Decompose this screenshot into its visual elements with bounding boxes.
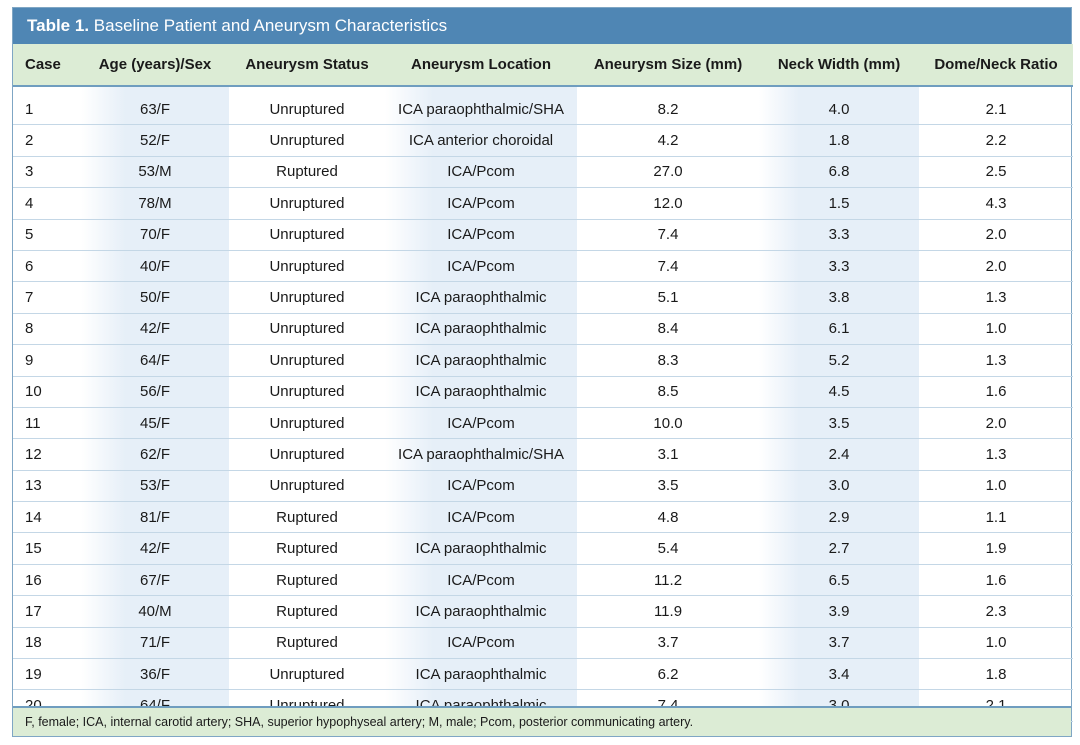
table-cell: 4.3 — [919, 188, 1073, 219]
table-cell: Ruptured — [229, 533, 385, 564]
table-cell: ICA/Pcom — [385, 220, 577, 251]
table-cell: 45/F — [81, 408, 229, 439]
table-cell: 4.5 — [759, 377, 919, 408]
table-cell: 70/F — [81, 220, 229, 251]
table-cell: ICA/Pcom — [385, 502, 577, 533]
table-caption: Baseline Patient and Aneurysm Characteristics — [93, 16, 448, 35]
table-cell: 5.2 — [759, 345, 919, 376]
table-cell: ICA paraophthalmic — [385, 533, 577, 564]
table-cell: 1.5 — [759, 188, 919, 219]
table-cell: 40/F — [81, 251, 229, 282]
table-cell: Ruptured — [229, 565, 385, 596]
table-row — [13, 220, 1073, 251]
table-cell: 14 — [13, 502, 81, 533]
table-cell: 64/F — [81, 345, 229, 376]
column-header: Aneurysm Status — [229, 44, 385, 87]
table-cell: 40/M — [81, 596, 229, 627]
table-cell: 10.0 — [577, 408, 759, 439]
table-cell: 56/F — [81, 377, 229, 408]
column-header: Aneurysm Size (mm) — [577, 44, 759, 87]
table-cell: 7.4 — [577, 220, 759, 251]
spacer-row — [13, 87, 1073, 94]
table-cell: 53/M — [81, 157, 229, 188]
table-cell: 3.3 — [759, 251, 919, 282]
table-cell: 3.9 — [759, 596, 919, 627]
table-row — [13, 533, 1073, 564]
table-body — [13, 87, 1073, 722]
table-cell: 36/F — [81, 659, 229, 690]
table-cell: 78/M — [81, 188, 229, 219]
table-cell: 3.7 — [577, 628, 759, 659]
table-cell: 2.1 — [919, 94, 1073, 125]
table-cell: Ruptured — [229, 596, 385, 627]
table-cell: 10 — [13, 377, 81, 408]
table-cell: 81/F — [81, 502, 229, 533]
table-cell: ICA paraophthalmic/SHA — [385, 439, 577, 470]
table-cell: 3.5 — [577, 471, 759, 502]
table-cell: 3.3 — [759, 220, 919, 251]
table-cell: 1.3 — [919, 282, 1073, 313]
table-cell: 2.3 — [919, 596, 1073, 627]
table-cell: 6.2 — [577, 659, 759, 690]
table-cell: 8.5 — [577, 377, 759, 408]
table-cell: 3.0 — [759, 471, 919, 502]
table-cell: Unruptured — [229, 188, 385, 219]
table-cell: 1.8 — [919, 659, 1073, 690]
table-row — [13, 157, 1073, 188]
table-cell: ICA paraophthalmic — [385, 314, 577, 345]
table-cell: 4.8 — [577, 502, 759, 533]
table-row — [13, 628, 1073, 659]
table-cell: ICA paraophthalmic — [385, 596, 577, 627]
table-cell: ICA paraophthalmic — [385, 345, 577, 376]
table-cell: 1.0 — [919, 628, 1073, 659]
table-cell: Unruptured — [229, 282, 385, 313]
table-cell: 8.3 — [577, 345, 759, 376]
table-cell: ICA/Pcom — [385, 251, 577, 282]
table-row — [13, 94, 1073, 125]
table-cell: 6.5 — [759, 565, 919, 596]
table-cell: 8.4 — [577, 314, 759, 345]
table-frame — [12, 7, 1072, 737]
table-row — [13, 282, 1073, 313]
table-cell: ICA/Pcom — [385, 157, 577, 188]
table-cell: 27.0 — [577, 157, 759, 188]
table-cell: 4.0 — [759, 94, 919, 125]
table-cell: ICA paraophthalmic/SHA — [385, 94, 577, 125]
table-cell: Unruptured — [229, 220, 385, 251]
table-cell: 6 — [13, 251, 81, 282]
table-row — [13, 345, 1073, 376]
table-cell: ICA/Pcom — [385, 408, 577, 439]
table-cell: 3.1 — [577, 439, 759, 470]
table-cell: Unruptured — [229, 471, 385, 502]
table-cell: 5 — [13, 220, 81, 251]
table-cell: 2.0 — [919, 408, 1073, 439]
table-cell: 1.8 — [759, 125, 919, 156]
table-cell: 53/F — [81, 471, 229, 502]
table-cell: 12 — [13, 439, 81, 470]
table-cell: Unruptured — [229, 94, 385, 125]
table-cell: 13 — [13, 471, 81, 502]
table-title — [13, 8, 1071, 44]
table-number: Table 1. — [27, 16, 90, 35]
table-cell: Unruptured — [229, 125, 385, 156]
table-cell: 1.6 — [919, 565, 1073, 596]
column-header: Dome/Neck Ratio — [919, 44, 1073, 87]
table-cell: 2.2 — [919, 125, 1073, 156]
table-cell: Unruptured — [229, 439, 385, 470]
table-cell: 67/F — [81, 565, 229, 596]
table-cell: ICA paraophthalmic — [385, 282, 577, 313]
table-cell: Unruptured — [229, 314, 385, 345]
table-cell: 3.7 — [759, 628, 919, 659]
table-cell: ICA paraophthalmic — [385, 377, 577, 408]
table-row — [13, 502, 1073, 533]
table-cell: Unruptured — [229, 377, 385, 408]
table-row — [13, 565, 1073, 596]
column-header: Neck Width (mm) — [759, 44, 919, 87]
table-cell: 8 — [13, 314, 81, 345]
table-cell: ICA/Pcom — [385, 188, 577, 219]
table-cell: Ruptured — [229, 157, 385, 188]
column-header: Age (years)/Sex — [81, 44, 229, 87]
table-cell: 11.9 — [577, 596, 759, 627]
table-cell: 3 — [13, 157, 81, 188]
table-cell: Ruptured — [229, 502, 385, 533]
table-cell: 2.4 — [759, 439, 919, 470]
table-row — [13, 251, 1073, 282]
table-row — [13, 439, 1073, 470]
table-cell: ICA anterior choroidal — [385, 125, 577, 156]
table-row — [13, 125, 1073, 156]
table-cell: Ruptured — [229, 628, 385, 659]
table-cell: 17 — [13, 596, 81, 627]
table-cell: 4 — [13, 188, 81, 219]
table-cell: 15 — [13, 533, 81, 564]
table-cell: 52/F — [81, 125, 229, 156]
table-cell: 9 — [13, 345, 81, 376]
table-cell: ICA/Pcom — [385, 471, 577, 502]
table-row — [13, 188, 1073, 219]
table-cell: 5.1 — [577, 282, 759, 313]
table-cell: 6.1 — [759, 314, 919, 345]
table-cell: Unruptured — [229, 659, 385, 690]
table-cell: 2.7 — [759, 533, 919, 564]
table-cell: 42/F — [81, 533, 229, 564]
table-cell: 63/F — [81, 94, 229, 125]
table-cell: 50/F — [81, 282, 229, 313]
table-cell: 2.0 — [919, 220, 1073, 251]
table-cell: 1.6 — [919, 377, 1073, 408]
table-row — [13, 408, 1073, 439]
table-row — [13, 659, 1073, 690]
table-row — [13, 596, 1073, 627]
table-cell: Unruptured — [229, 345, 385, 376]
table-cell: 1.0 — [919, 314, 1073, 345]
table-cell: 2.0 — [919, 251, 1073, 282]
table-cell: 2 — [13, 125, 81, 156]
table-cell: 16 — [13, 565, 81, 596]
table-cell: ICA/Pcom — [385, 565, 577, 596]
table-row — [13, 377, 1073, 408]
table-cell: 71/F — [81, 628, 229, 659]
table-cell: 7.4 — [577, 251, 759, 282]
table-cell: ICA paraophthalmic — [385, 659, 577, 690]
table-cell: 7 — [13, 282, 81, 313]
characteristics-table — [13, 44, 1073, 722]
column-header: Aneurysm Location — [385, 44, 577, 87]
table-cell: 12.0 — [577, 188, 759, 219]
table-cell: 3.4 — [759, 659, 919, 690]
table-cell: 4.2 — [577, 125, 759, 156]
table-cell: 62/F — [81, 439, 229, 470]
table-cell: 6.8 — [759, 157, 919, 188]
table-cell: 2.5 — [919, 157, 1073, 188]
table-cell: ICA/Pcom — [385, 628, 577, 659]
table-cell: 1.1 — [919, 502, 1073, 533]
table-cell: 18 — [13, 628, 81, 659]
table-row — [13, 314, 1073, 345]
table-cell: 2.9 — [759, 502, 919, 533]
column-header: Case — [13, 44, 81, 87]
table-cell: 1 — [13, 94, 81, 125]
table-cell: 3.8 — [759, 282, 919, 313]
table-cell: 3.5 — [759, 408, 919, 439]
table-cell: Unruptured — [229, 251, 385, 282]
table-cell: 19 — [13, 659, 81, 690]
table-cell: Unruptured — [229, 408, 385, 439]
header-row — [13, 44, 1073, 87]
table-cell: 42/F — [81, 314, 229, 345]
table-cell: 1.3 — [919, 439, 1073, 470]
table-row — [13, 471, 1073, 502]
table-cell: 8.2 — [577, 94, 759, 125]
table-cell: 1.9 — [919, 533, 1073, 564]
table-cell: 5.4 — [577, 533, 759, 564]
table-footnote: F, female; ICA, internal carotid artery; SHA, superior hypophyseal artery; M, male; Pcom, posterior communicating artery. — [13, 706, 1071, 736]
table-cell: 11 — [13, 408, 81, 439]
table-cell: 11.2 — [577, 565, 759, 596]
table-cell: 1.3 — [919, 345, 1073, 376]
table-cell: 1.0 — [919, 471, 1073, 502]
